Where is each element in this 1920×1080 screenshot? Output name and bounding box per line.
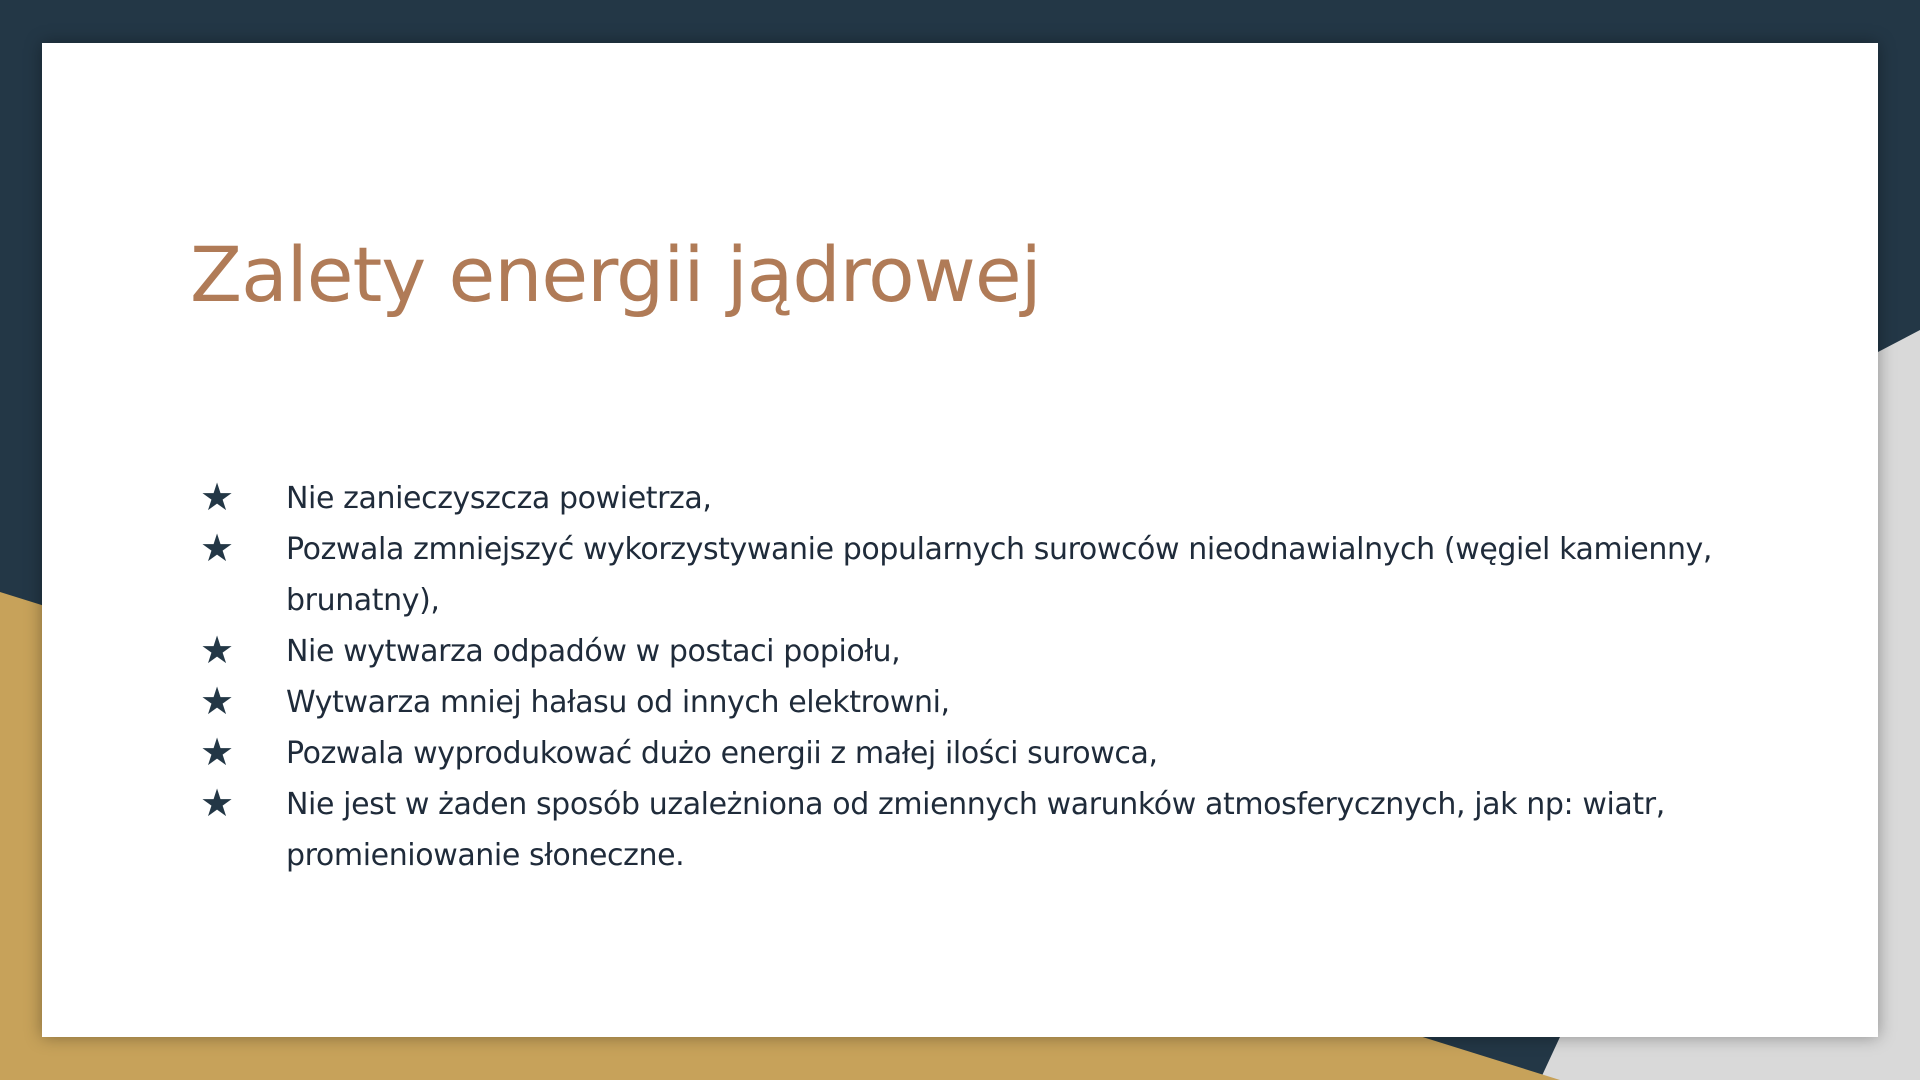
star-icon: ★ (200, 681, 235, 723)
bullet-text: Pozwala wyprodukować dużo energii z małej ilości surowca, (286, 736, 1158, 771)
list-item (200, 779, 1760, 881)
bullet-text: Nie zanieczyszcza powietrza, (286, 481, 712, 516)
list-item (200, 677, 1760, 728)
bullet-list (200, 473, 1760, 881)
slide-content (42, 43, 1878, 1037)
bullet-text: Wytwarza mniej hałasu od innych elektrowni, (286, 685, 950, 720)
bullet-text: Pozwala zmniejszyć wykorzystywanie popularnych surowców nieodnawialnych (węgiel kamienny, brunatny), (286, 532, 1713, 618)
bullet-text: Nie wytwarza odpadów w postaci popiołu, (286, 634, 901, 669)
star-icon: ★ (200, 477, 235, 519)
list-item (200, 728, 1760, 779)
list-item (200, 626, 1760, 677)
star-icon: ★ (200, 630, 235, 672)
list-item (200, 524, 1760, 626)
star-icon: ★ (200, 528, 235, 570)
slide-title: Zalety energii jądrowej (190, 230, 1041, 319)
star-icon: ★ (200, 732, 235, 774)
list-item (200, 473, 1760, 524)
star-icon: ★ (200, 783, 235, 825)
bullet-text: Nie jest w żaden sposób uzależniona od zmiennych warunków atmosferycznych, jak np: wiatr, promieniowanie słoneczne. (286, 787, 1665, 873)
